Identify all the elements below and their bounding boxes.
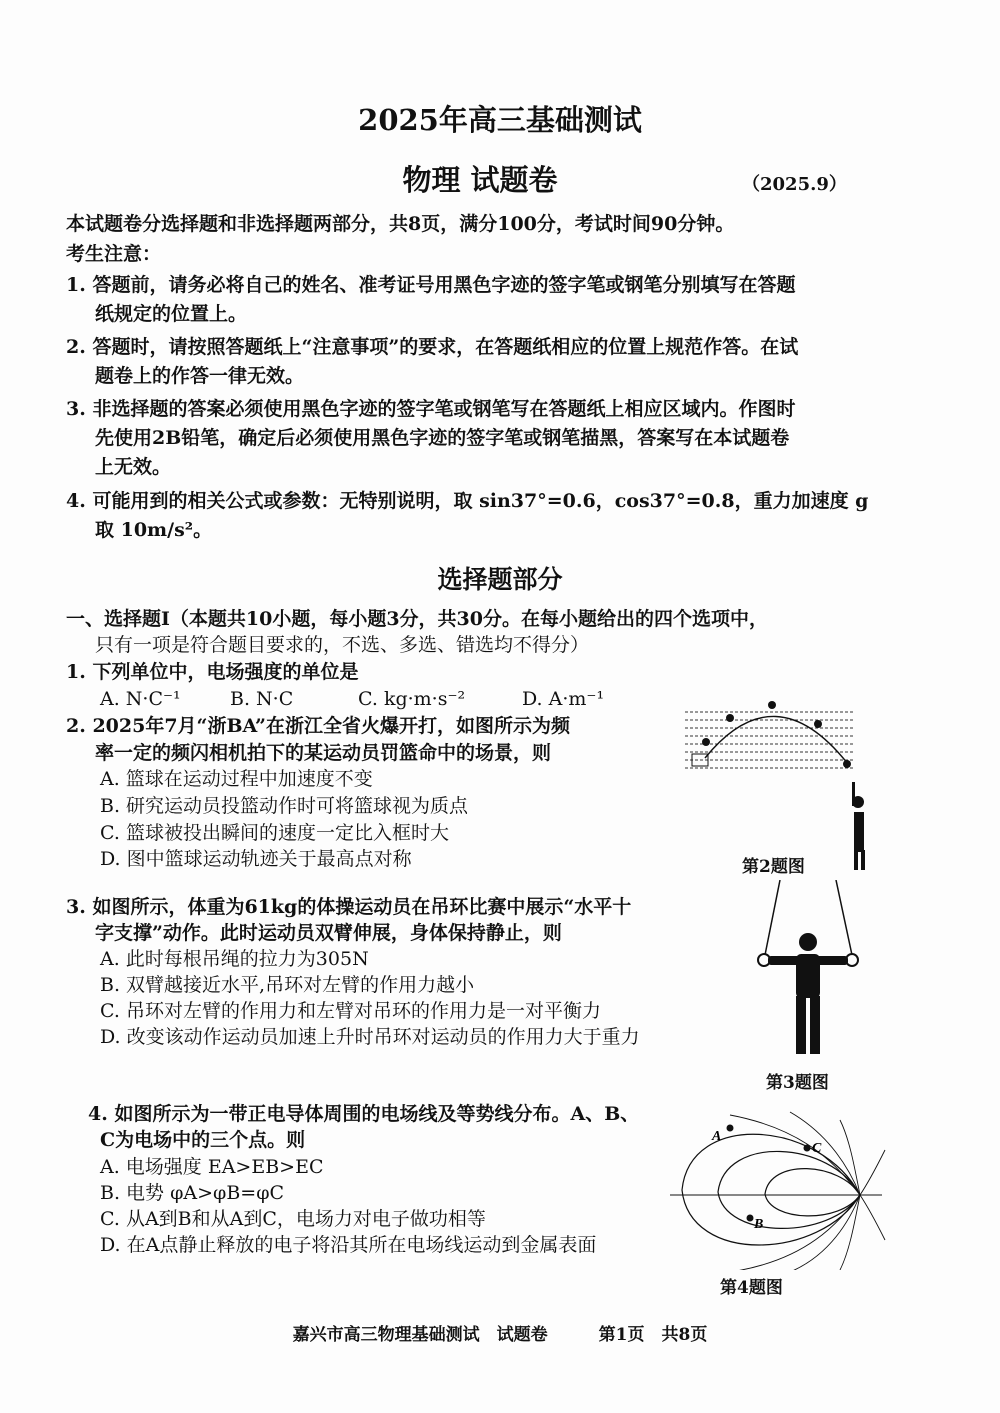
notice-3-line-1: 3. 非选择题的答案必须使用黑色字迹的签字笔或钢笔写在答题纸上相应区域内。作图时 bbox=[66, 398, 796, 420]
notice-4-line-1: 4. 可能用到的相关公式或参数：无特别说明，取 sin37°=0.6，cos37°=0.8，重力加速度 g bbox=[66, 490, 869, 512]
label-b: B bbox=[754, 1217, 764, 1232]
q4-option-c: C. 从A到B和从A到C，电场力对电子做功相等 bbox=[100, 1208, 486, 1230]
part-header-line-2: 只有一项是符合题目要求的，不选、多选、错选均不得分） bbox=[95, 634, 590, 656]
q2-stem-line-2: 率一定的频闪相机拍下的某运动员罚篮命中的场景，则 bbox=[95, 742, 552, 764]
q3-caption: 第3题图 bbox=[766, 1073, 829, 1093]
q4-stem-line-1: 4. 如图所示为一带正电导体周围的电场线及等势线分布。A、B、 bbox=[88, 1103, 640, 1125]
q4-caption: 第4题图 bbox=[720, 1278, 783, 1298]
q4-option-a: A. 电场强度 EA>EB>EC bbox=[100, 1156, 324, 1178]
notice-1-line-2: 纸规定的位置上。 bbox=[95, 303, 248, 325]
notice-2-line-1: 2. 答题时，请按照答题纸上“注意事项”的要求，在答题纸相应的位置上规范作答。在试 bbox=[66, 336, 799, 358]
exam-date: （2025.9） bbox=[742, 174, 847, 195]
q3-figure bbox=[740, 880, 880, 1060]
notice-3-line-2: 先使用2B铅笔，确定后必须使用黑色字迹的签字笔或钢笔描黑，答案写在本试题卷 bbox=[95, 427, 790, 449]
q2-option-a: A. 篮球在运动过程中加速度不变 bbox=[100, 768, 373, 790]
q2-caption: 第2题图 bbox=[742, 857, 805, 877]
point-c bbox=[804, 1145, 811, 1152]
notice-1-line-1: 1. 答题前，请务必将自己的姓名、准考证号用黑色字迹的签字笔或钢笔分别填写在答题 bbox=[66, 274, 796, 296]
ball-1 bbox=[702, 738, 710, 746]
notice-heading: 考生注意： bbox=[66, 243, 162, 265]
q3-stem-line-2: 字支撑”动作。此时运动员双臂伸展，身体保持静止，则 bbox=[95, 922, 562, 944]
q3-stem-line-1: 3. 如图所示，体重为61kg的体操运动员在吊环比赛中展示“水平十 bbox=[66, 896, 632, 918]
notice-4-line-2: 取 10m/s²。 bbox=[95, 519, 213, 541]
q2-figure bbox=[680, 692, 880, 872]
q2-option-c: C. 篮球被投出瞬间的速度一定比入框时大 bbox=[100, 822, 449, 844]
q4-figure bbox=[670, 1100, 890, 1270]
q4-stem-line-2: C为电场中的三个点。则 bbox=[100, 1129, 306, 1151]
notice-3-line-3: 上无效。 bbox=[95, 456, 172, 478]
q1-option-b: B. N·C bbox=[230, 688, 294, 710]
part-header-line-1: 一、选择题Ⅰ（本题共10小题，每小题3分，共30分。在每小题给出的四个选项中， bbox=[66, 608, 768, 630]
q4-option-d: D. 在A点静止释放的电子将沿其所在电场线运动到金属表面 bbox=[100, 1234, 597, 1256]
ball-4 bbox=[814, 720, 822, 728]
exam-title: 2025年高三基础测试 bbox=[358, 103, 642, 137]
q3-option-d: D. 改变该动作运动员加速上升时吊环对运动员的作用力大于重力 bbox=[100, 1026, 640, 1048]
q3-option-a: A. 此时每根吊绳的拉力为305N bbox=[100, 948, 369, 970]
intro-text: 本试题卷分选择题和非选择题两部分，共8页，满分100分，考试时间90分钟。 bbox=[66, 213, 735, 235]
q3-option-b: B. 双臂越接近水平,吊环对左臂的作用力越小 bbox=[100, 974, 475, 996]
ball-5 bbox=[843, 760, 851, 768]
q1-option-c: C. kg·m·s⁻² bbox=[358, 688, 466, 710]
point-b bbox=[747, 1215, 754, 1222]
point-a bbox=[727, 1125, 734, 1132]
page-footer: 嘉兴市高三物理基础测试 试题卷 第1页 共8页 bbox=[292, 1325, 708, 1345]
ball-3 bbox=[768, 701, 776, 709]
ball-2 bbox=[726, 714, 734, 722]
q1-option-a: A. N·C⁻¹ bbox=[100, 688, 181, 710]
q1-stem: 1. 下列单位中，电场强度的单位是 bbox=[66, 661, 359, 683]
subject-title: 物理 试题卷 bbox=[402, 163, 558, 197]
notice-2-line-2: 题卷上的作答一律无效。 bbox=[95, 365, 305, 387]
q3-option-c: C. 吊环对左臂的作用力和左臂对吊环的作用力是一对平衡力 bbox=[100, 1000, 601, 1022]
q1-option-d: D. A·m⁻¹ bbox=[522, 688, 605, 710]
label-a: A bbox=[712, 1129, 722, 1144]
q2-option-d: D. 图中篮球运动轨迹关于最高点对称 bbox=[100, 848, 412, 870]
q2-option-b: B. 研究运动员投篮动作时可将篮球视为质点 bbox=[100, 795, 469, 817]
q2-stem-line-1: 2. 2025年7月“浙BA”在浙江全省火爆开打，如图所示为频 bbox=[66, 715, 570, 737]
section-title: 选择题部分 bbox=[437, 565, 563, 594]
label-c: C bbox=[812, 1141, 822, 1156]
q4-option-b: B. 电势 φA>φB=φC bbox=[100, 1182, 285, 1204]
